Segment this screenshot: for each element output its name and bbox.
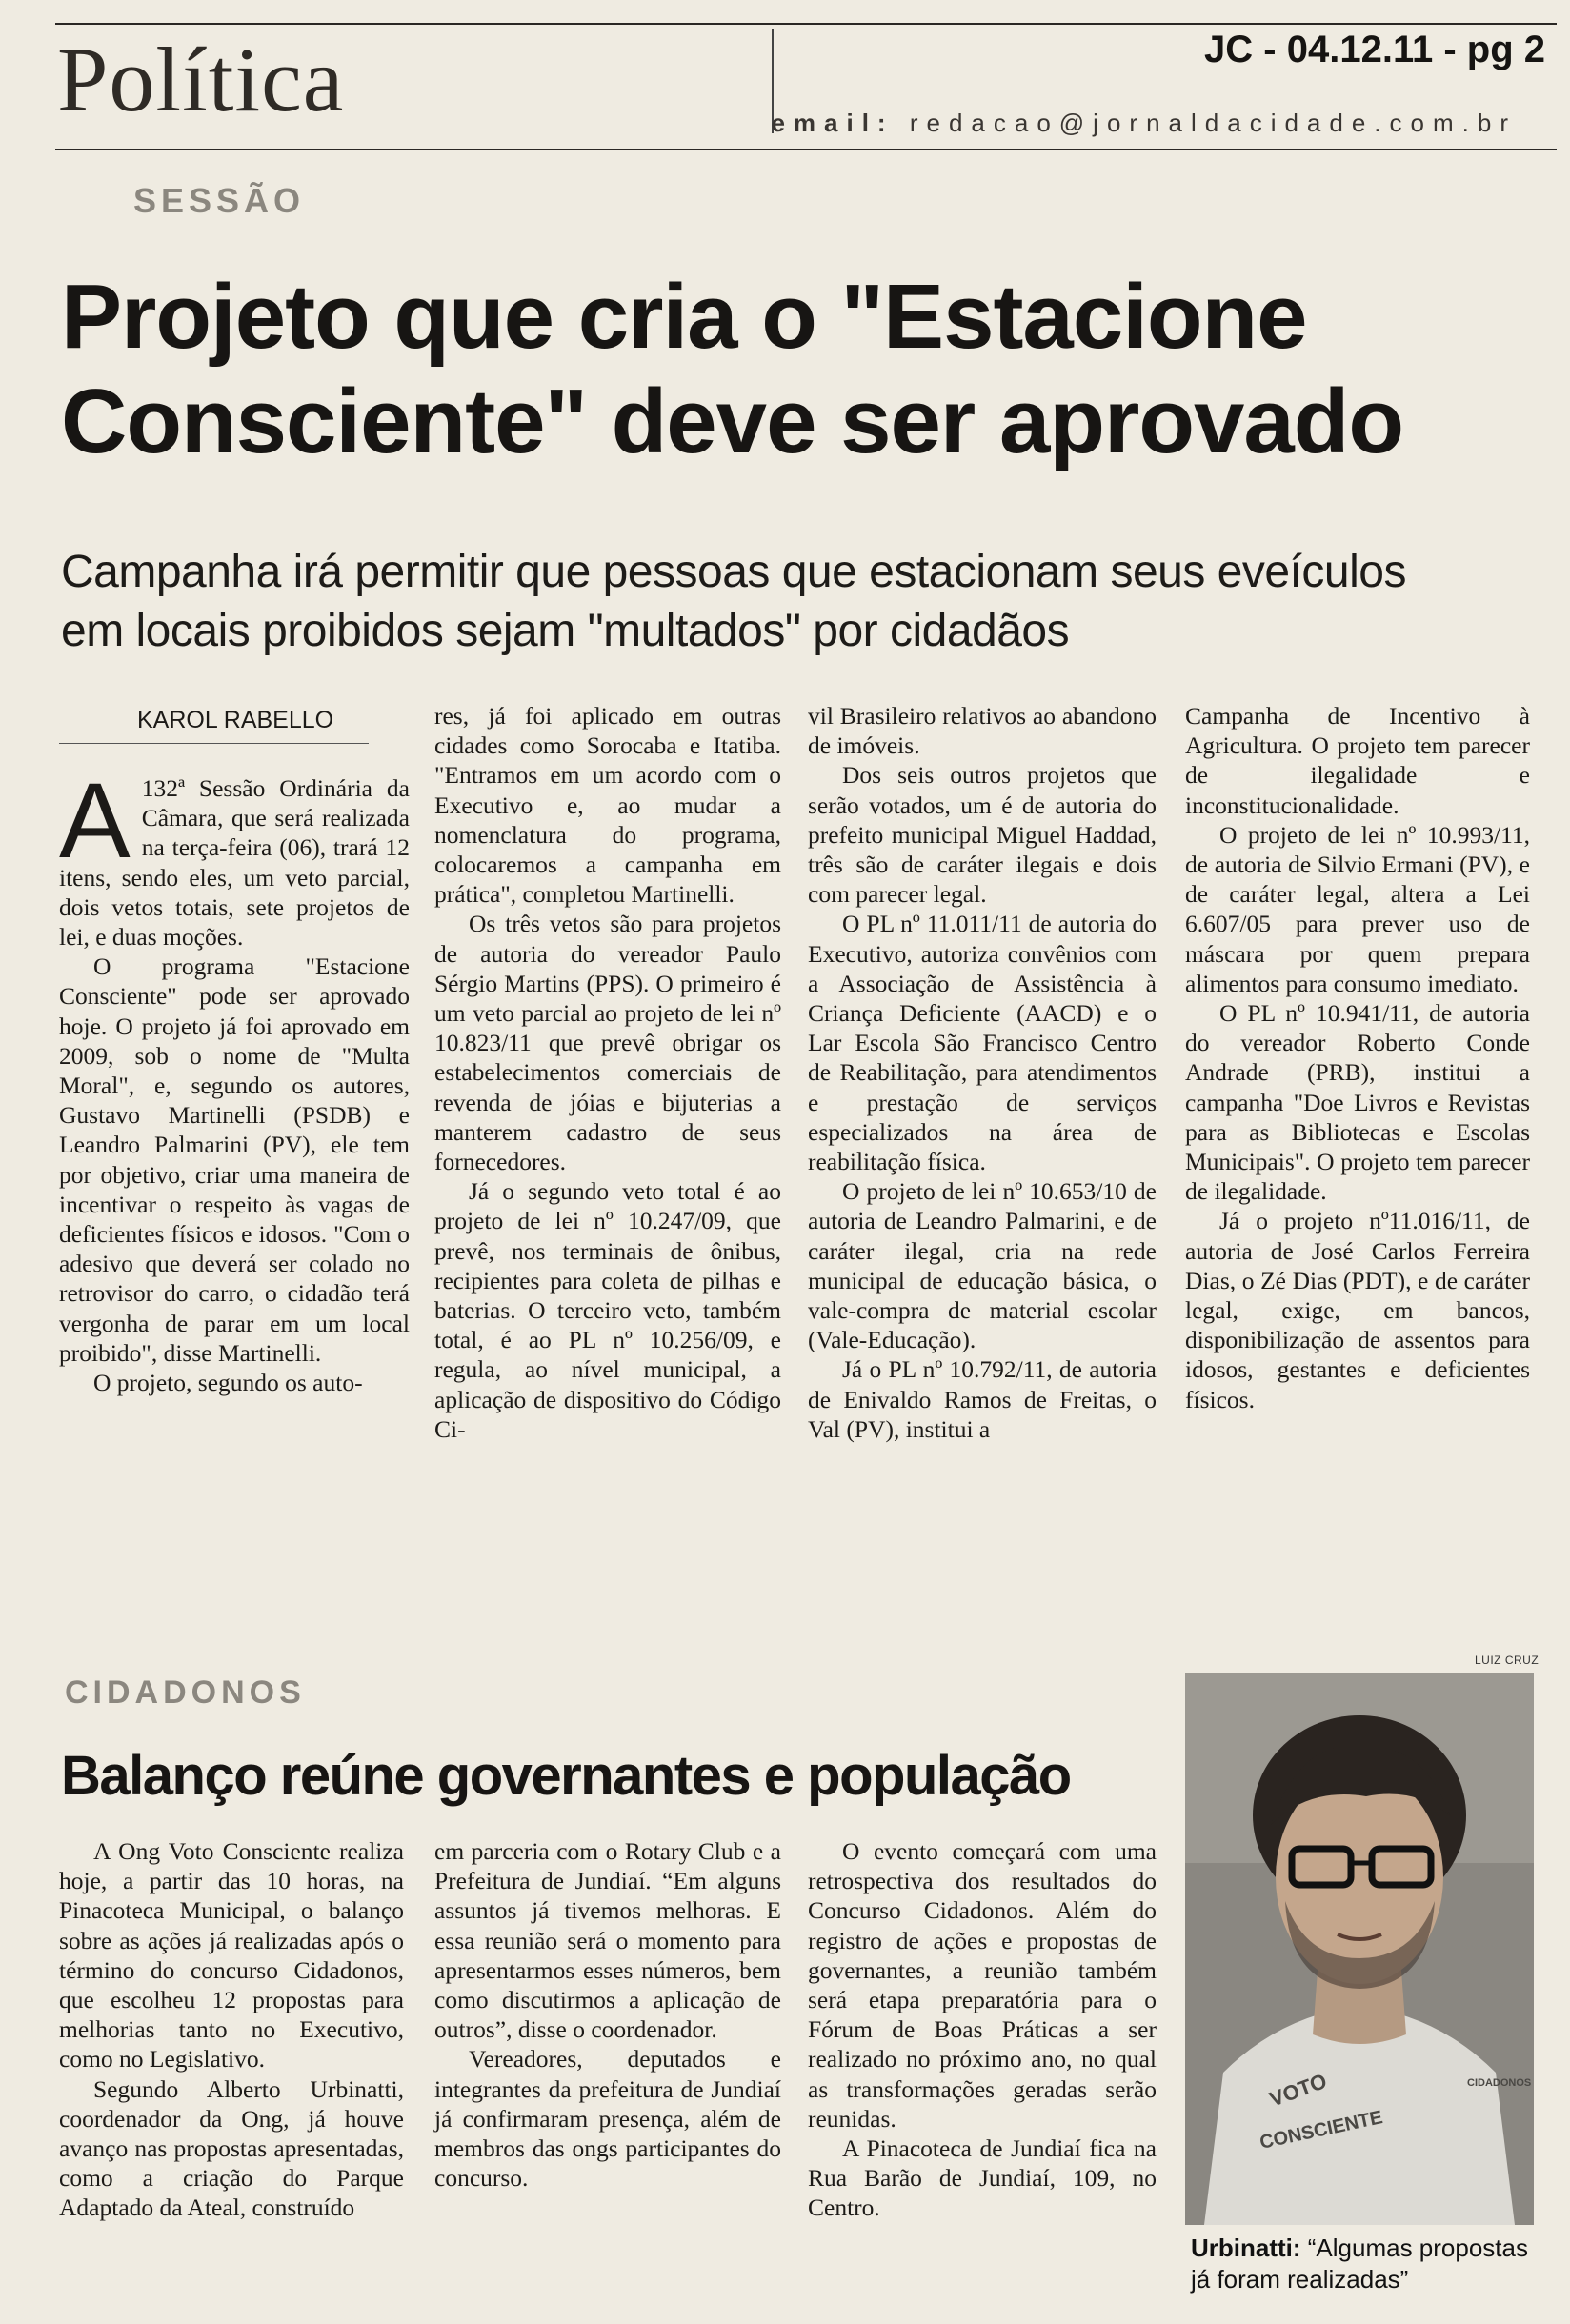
paragraph: em parceria com o Rotary Club e a Prefeitura de Jundiaí. “Em alguns assuntos já tivemos melhoras. E essa reunião será o momento para apresentarmos esses números, bem como discutirmos a aplicação de outros”, disse o coordenador. (434, 1837, 781, 2044)
article2-column-2 (434, 1836, 781, 2193)
edition-date-page: JC - 04.12.11 - pg 2 (1204, 29, 1545, 70)
article1-column-3 (808, 701, 1157, 1444)
article1-kicker: SESSÃO (133, 181, 306, 220)
paragraph: Já o PL nº 10.792/11, de autoria de Enivaldo Ramos de Freitas, o Val (PV), institui a (808, 1355, 1157, 1443)
article1-column-1 (59, 761, 410, 1397)
photo-credit: LUIZ CRUZ (1475, 1653, 1540, 1667)
shirt-logo-voto: VOTO (1266, 2069, 1330, 2112)
email-address: redacao@jornaldacidade.com.br (909, 109, 1517, 137)
paragraph: O projeto, segundo os auto- (93, 1369, 363, 1397)
paragraph: Vereadores, deputados e integrantes da prefeitura de Jundiaí já confirmaram presença, além de membros das ongs participantes do concurso. (434, 2045, 781, 2193)
paragraph: O projeto de lei nº 10.993/11, de autoria de Silvio Ermani (PV), e de caráter legal, altera a Lei 6.607/05 para prever uso de máscara por quem prepara alimentos para consumo imediato. (1185, 820, 1530, 997)
paragraph: A Pinacoteca de Jundiaí fica na Rua Barão de Jundiaí, 109, no Centro. (808, 2134, 1157, 2222)
portrait-photo (1185, 1673, 1534, 2225)
article1-column-2 (434, 701, 781, 1444)
paragraph: A 132ª Sessão Ordinária da Câmara, que será realizada na terça-feira (06), trará 12 itens, sendo eles, um veto parcial, dois vetos totais, sete projetos de lei, e duas moções. (59, 761, 410, 952)
paragraph: Dos seis outros projetos que serão votados, um é de autoria do prefeito municipal Miguel Haddad, três são de caráter ilegais e dois com parecer legal. (808, 761, 1157, 909)
paragraph: Segundo Alberto Urbinatti, coordenador da Ong, já houve avanço nas propostas apresentadas, como a criação do Parque Adaptado da Ateal, construído (59, 2074, 404, 2222)
email-label: email: (771, 109, 895, 137)
paragraph: O programa "Estacione Consciente" pode ser aprovado hoje. O projeto já foi aprovado em 2009, sob o nome de "Multa Moral", e, segundo os autores, Gustavo Martinelli (PSDB) e Leandro Palmarini (PV), ele tem por objetivo, criar uma maneira de incentivar o respeito às vagas de deficientes físicos e idosos. "Com o adesivo que deverá ser colado no retrovisor do carro, o cidadão terá vergonha de parar em um local proibido", disse Martinelli. (59, 952, 410, 1367)
portrait-illustration (1185, 1673, 1534, 2225)
paragraph: vil Brasileiro relativos ao abandono de imóveis. (808, 702, 1157, 760)
article1-column-4 (1185, 701, 1530, 1414)
paragraph: O evento começará com uma retrospectiva dos resultados do Concurso Cidadonos. Além do registro de ações e propostas de governantes, a reunião também será etapa preparatória para o Fórum de Boas Práticas a ser realizado no próximo ano, no qual as transformações geradas serão reunidas. (808, 1837, 1157, 2133)
paragraph: O PL nº 11.011/11 de autoria do Executivo, autoriza convênios com a Associação de Assistência à Criança Deficiente (AACD) e o Lar Escola São Francisco Centro de Reabilitação, para atendimentos e prestação de serviços especializados na área de reabilitação física. (808, 910, 1157, 1176)
article2-column-1 (59, 1836, 404, 2223)
masthead-bottom-rule (55, 149, 1557, 150)
article1-headline-line2: Consciente" deve ser aprovado (61, 371, 1404, 472)
article1-subhead (61, 543, 1406, 661)
photo-caption (1191, 2233, 1543, 2295)
paragraph: Já o projeto nº11.016/11, de autoria de José Carlos Ferreira Dias, o Zé Dias (PDT), e de caráter legal, exige, em bancos, disponibilização de assentos para idosos, gestantes e deficientes físicos. (1185, 1207, 1530, 1413)
paragraph: Os três vetos são para projetos de autoria do vereador Paulo Sérgio Martins (PPS). O primeiro é um veto parcial ao projeto de lei nº 10.823/11 que prevê obrigar os estabelecimentos comerciais de revenda de jóias e bijuterias a manterem cadastro de seus fornecedores. (434, 910, 781, 1176)
paragraph: O projeto de lei nº 10.653/10 de autoria de Leandro Palmarini, e de caráter ilegal, cria na rede municipal de educação básica, o vale-compra de material escolar (Vale-Educação). (808, 1177, 1157, 1354)
paragraph: Campanha de Incentivo à Agricultura. O projeto tem parecer de ilegalidade e inconstitucionalidade. (1185, 702, 1530, 819)
article1-byline: KAROL RABELLO (59, 705, 369, 744)
article1-headline-line1: Projeto que cria o "Estacione (61, 266, 1307, 368)
paragraph: O PL nº 10.941/11, de autoria do vereador Roberto Conde Andrade (PRB), institui a campanha "Doe Livros e Revistas para as Bibliotecas e Escolas Municipais". O projeto tem parecer de ilegalidade. (1185, 999, 1530, 1206)
shirt-logo-consciente: CONSCIENTE (1258, 2107, 1385, 2154)
masthead-email (771, 109, 1517, 138)
section-title: Política (57, 29, 345, 130)
paragraph: Já o segundo veto total é ao projeto de lei nº 10.247/09, que prevê, nos terminais de ônibus, recipientes para coleta de pilhas e baterias. O terceiro veto, também total, é ao PL nº 10.256/09, e regula, ao nível municipal, a aplicação de dispositivo do Código Ci- (434, 1177, 781, 1443)
caption-name: Urbinatti: (1191, 2234, 1301, 2262)
shirt-logo-cidadonos: CIDADONOS (1467, 2077, 1532, 2089)
caption-text: “Algumas propostas já foram realizadas” (1191, 2234, 1528, 2294)
drop-cap: A (59, 761, 131, 880)
article2-column-3 (808, 1836, 1157, 2223)
article1-subhead-line2: em locais proibidos sejam "multados" por cidadãos (61, 606, 1070, 656)
article1-headline (61, 265, 1403, 474)
paragraph: A Ong Voto Consciente realiza hoje, a partir das 10 horas, na Pinacoteca Municipal, o balanço sobre as ações já realizadas após o término do concurso Cidadonos, que escolheu 12 propostas para melhorias tanto no Executivo, como no Legislativo. (59, 1837, 404, 2074)
article1-subhead-line1: Campanha irá permitir que pessoas que estacionam seus eveículos (61, 547, 1406, 597)
paragraph: res, já foi aplicado em outras cidades como Sorocaba e Itatiba. "Entramos em um acordo com o Executivo e, ao mudar a nomenclatura do programa, colocaremos a campanha em prática", completou Martinelli. (434, 702, 781, 909)
article2-headline: Balanço reúne governantes e população (61, 1745, 1071, 1807)
article2-kicker: CIDADONOS (65, 1674, 306, 1711)
